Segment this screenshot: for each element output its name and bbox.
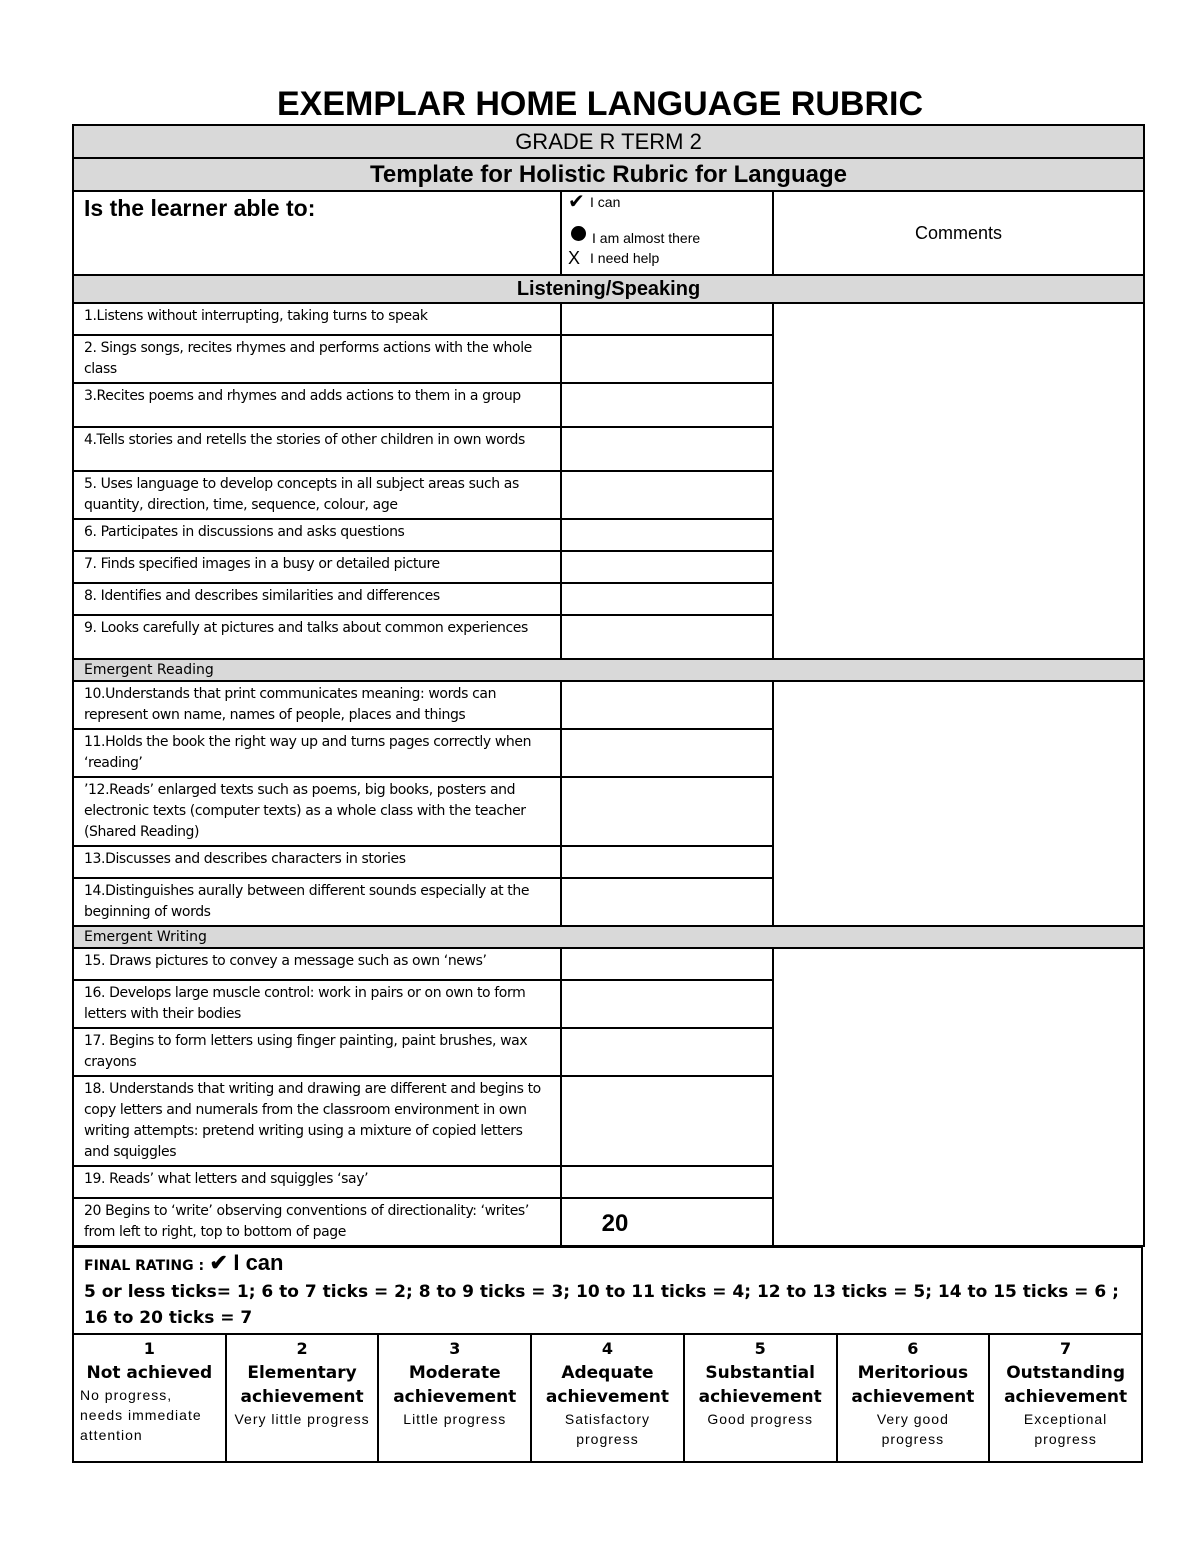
rating-cell[interactable] xyxy=(561,303,773,335)
level-number: 2 xyxy=(296,1339,308,1358)
criterion-text: 7. Finds specified images in a busy or detailed picture xyxy=(73,551,561,583)
criterion-text: 2. Sings songs, recites rhymes and performs actions with the whole class xyxy=(73,335,561,383)
key-almost-label: I am almost there xyxy=(592,230,701,246)
criterion-text: 10.Understands that print communicates meaning: words can represent own name, names of people, places and things xyxy=(73,681,561,729)
rating-cell[interactable] xyxy=(561,615,773,659)
level-name: Substantial achievement xyxy=(698,1363,822,1407)
criterion-text: 20 Begins to ‘write’ observing conventions of directionality: ‘writes’ from left to right, top to bottom of page xyxy=(73,1198,561,1246)
level-number: 3 xyxy=(449,1339,461,1358)
rating-cell[interactable] xyxy=(561,427,773,471)
rating-cell[interactable] xyxy=(561,878,773,926)
criterion-text: 16. Develops large muscle control: work in pairs or on own to form letters with their bodies xyxy=(73,980,561,1028)
rating-key xyxy=(561,191,773,275)
rating-cell[interactable] xyxy=(561,948,773,980)
section-heading: Listening/Speaking xyxy=(73,275,1144,303)
rating-cell[interactable] xyxy=(561,1076,773,1166)
level-number: 5 xyxy=(754,1339,766,1358)
achievement-level xyxy=(378,1334,531,1462)
criterion-text: 8. Identifies and describes similarities and differences xyxy=(73,583,561,615)
criterion-text: 5. Uses language to develop concepts in all subject areas such as quantity, direction, time, sequence, colour, age xyxy=(73,471,561,519)
achievement-level xyxy=(226,1334,379,1462)
tick-conversion-rule: 5 or less ticks= 1; 6 to 7 ticks = 2; 8 to 9 ticks = 3; 10 to 11 ticks = 4; 12 to 13 ticks = 5; 14 to 15 ticks = 6 ; 16 to 20 ticks = 7 xyxy=(84,1282,1119,1328)
rating-cell[interactable] xyxy=(561,583,773,615)
final-rating-table xyxy=(72,1246,1143,1463)
rating-cell[interactable] xyxy=(561,335,773,383)
check-icon: ✔ xyxy=(568,191,585,213)
template-heading: Template for Holistic Rubric for Language xyxy=(73,158,1144,191)
question-heading: Is the learner able to: xyxy=(73,191,561,275)
level-number: 6 xyxy=(907,1339,919,1358)
achievement-level xyxy=(73,1334,226,1462)
rating-cell[interactable] xyxy=(561,551,773,583)
criterion-row xyxy=(73,303,1144,335)
criterion-text: 15. Draws pictures to convey a message such as own ‘news’ xyxy=(73,948,561,980)
level-description: Good progress xyxy=(707,1411,813,1427)
rating-cell[interactable] xyxy=(561,1166,773,1198)
criterion-text: 11.Holds the book the right way up and turns pages correctly when ‘reading’ xyxy=(73,729,561,777)
achievement-level xyxy=(989,1334,1142,1462)
rating-cell[interactable] xyxy=(561,383,773,427)
rating-cell[interactable] xyxy=(561,471,773,519)
criterion-text: 13.Discusses and describes characters in stories xyxy=(73,846,561,878)
achievement-level xyxy=(837,1334,990,1462)
grade-term-heading: GRADE R TERM 2 xyxy=(73,125,1144,158)
level-name: Elementary achievement xyxy=(240,1363,364,1407)
criterion-text: 1.Listens without interrupting, taking turns to speak xyxy=(73,303,561,335)
level-description: No progress, needs immediate attention xyxy=(80,1387,202,1443)
criterion-text: 4.Tells stories and retells the stories of other children in own words xyxy=(73,427,561,471)
rating-cell[interactable] xyxy=(561,777,773,846)
level-description: Exceptional progress xyxy=(1023,1411,1108,1447)
page-title: EXEMPLAR HOME LANGUAGE RUBRIC xyxy=(276,85,924,123)
rating-cell[interactable] xyxy=(561,980,773,1028)
achievement-level xyxy=(531,1334,684,1462)
level-name: Outstanding achievement xyxy=(1004,1363,1128,1407)
level-description: Very good progress xyxy=(876,1411,949,1447)
comments-cell[interactable] xyxy=(773,681,1144,926)
rating-cell[interactable] xyxy=(561,519,773,551)
level-number: 4 xyxy=(601,1339,614,1358)
level-description: Satisfactory progress xyxy=(564,1411,651,1447)
comments-cell[interactable] xyxy=(773,948,1144,1246)
section-heading: Emergent Reading xyxy=(73,659,1144,681)
rating-cell[interactable] xyxy=(561,729,773,777)
key-help-label: I need help xyxy=(590,250,660,266)
level-name: Meritorious achievement xyxy=(851,1363,975,1407)
criterion-row xyxy=(73,948,1144,980)
final-can-label: I can xyxy=(233,1250,284,1275)
final-rating-label: FINAL RATING : xyxy=(84,1258,205,1274)
rating-cell[interactable] xyxy=(561,846,773,878)
bullet-icon xyxy=(571,226,586,241)
level-description: Very little progress xyxy=(234,1411,370,1427)
achievement-level xyxy=(684,1334,837,1462)
section-heading: Emergent Writing xyxy=(73,926,1144,948)
criterion-row xyxy=(73,681,1144,729)
criterion-text: 17. Begins to form letters using finger painting, paint brushes, wax crayons xyxy=(73,1028,561,1076)
comments-heading: Comments xyxy=(773,191,1144,275)
level-description: Little progress xyxy=(403,1411,507,1427)
final-rating-header xyxy=(73,1247,1142,1334)
criterion-text: 6. Participates in discussions and asks questions xyxy=(73,519,561,551)
cross-icon: X xyxy=(568,248,581,268)
comments-cell[interactable] xyxy=(773,303,1144,659)
criterion-text: ’12.Reads’ enlarged texts such as poems, big books, posters and electronic texts (computer texts) as a whole class with the teacher (Shared Reading) xyxy=(73,777,561,846)
level-number: 7 xyxy=(1060,1339,1072,1358)
level-name: Not achieved xyxy=(86,1363,213,1383)
criterion-text: 3.Recites poems and rhymes and adds actions to them in a group xyxy=(73,383,561,427)
level-name: Moderate achievement xyxy=(393,1363,517,1407)
rating-cell[interactable] xyxy=(561,681,773,729)
total-items-count: 20 xyxy=(601,1210,629,1237)
level-number: 1 xyxy=(143,1339,155,1358)
level-name: Adequate achievement xyxy=(545,1363,669,1407)
check-icon: ✔ xyxy=(209,1250,228,1275)
rubric-table xyxy=(72,124,1145,1247)
criterion-text: 18. Understands that writing and drawing are different and begins to copy letters and numerals from the classroom environment in own writing attempts: pretend writing using a mixture of copied letters and squiggles xyxy=(73,1076,561,1166)
rating-cell[interactable] xyxy=(561,1028,773,1076)
criterion-text: 14.Distinguishes aurally between different sounds especially at the beginning of words xyxy=(73,878,561,926)
criterion-text: 19. Reads’ what letters and squiggles ‘say’ xyxy=(73,1166,561,1198)
criterion-text: 9. Looks carefully at pictures and talks about common experiences xyxy=(73,615,561,659)
key-can-label: I can xyxy=(590,194,621,210)
